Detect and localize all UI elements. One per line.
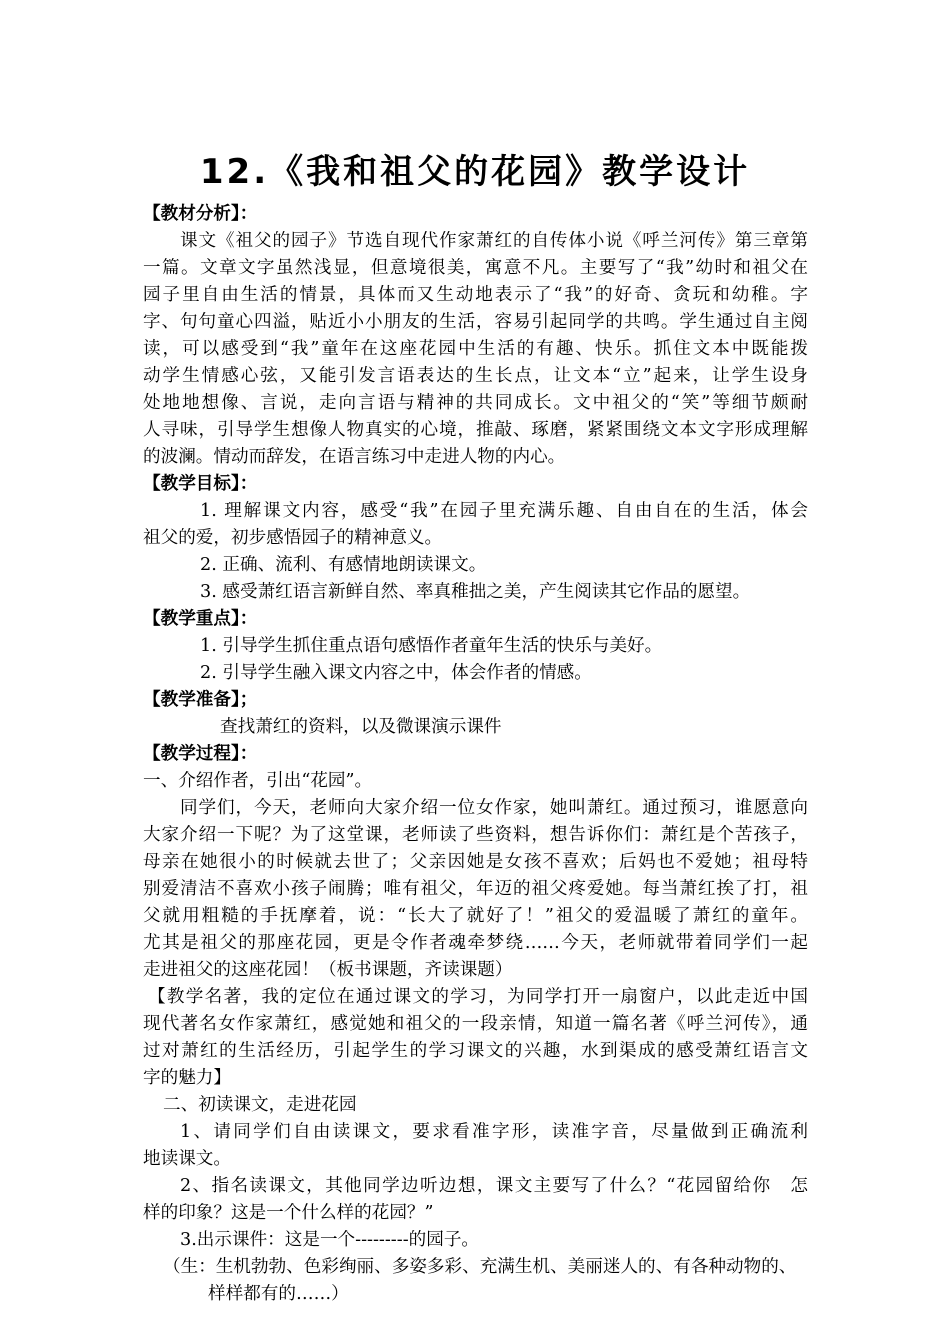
- step-line: 地读课文。: [143, 1149, 231, 1169]
- heading-key-points: 【教学重点】：: [143, 608, 258, 629]
- page-title: 12.《我和祖父的花园》教学设计: [199, 152, 751, 192]
- paragraph-line: 大家介绍一下呢？为了这堂课，老师读了些资料，想告诉你们：萧红是个苦孩子，: [143, 825, 808, 845]
- goal-item: 2. 正确、流利、有感情地朗读课文。: [200, 555, 487, 575]
- paragraph-line: 人寻味，引导学生想像人物真实的心境，推敲、琢磨，紧紧围绕文本文字形成理解: [143, 420, 808, 440]
- paragraph-line: 走进祖父的这座花园！（板书课题，齐读课题）: [143, 960, 513, 980]
- paragraph-line: 园子里自由生活的情景，具体而又生动地表示了“我”的好奇、贪玩和幼稚。字: [143, 285, 808, 305]
- step-line: 2、指名读课文，其他同学边听边想，课文主要写了什么？“花园留给你 怎: [180, 1176, 808, 1196]
- key-point-item: 2. 引导学生融入课文内容之中，体会作者的情感。: [200, 663, 592, 683]
- section-heading: 一、介绍作者，引出“花园”。: [143, 771, 373, 791]
- note-line: 现代著名女作家萧红，感觉她和祖父的一段亲情，知道一篇名著《呼兰河传》，通: [143, 1014, 808, 1034]
- goal-item-continued: 祖父的爱，初步感悟园子的精神意义。: [143, 528, 443, 548]
- paragraph-line: 课文《祖父的园子》节选自现代作家萧红的自传体小说《呼兰河传》第三章第: [180, 231, 808, 251]
- heading-teaching-goals: 【教学目标】：: [143, 473, 258, 494]
- paragraph-line: 字、句句童心四溢，贴近小小朋友的生活，容易引起同学的共鸣。学生通过自主阅: [143, 312, 808, 332]
- paragraph-line: 读，可以感受到“我”童年在这座花园中生活的有趣、快乐。抓住文本中既能拨: [143, 339, 808, 359]
- goal-item: 3. 感受萧红语言新鲜自然、率真稚拙之美，产生阅读其它作品的愿望。: [200, 582, 751, 602]
- paragraph-line: 同学们，今天，老师向大家介绍一位女作家，她叫萧红。通过预习，谁愿意向: [180, 798, 808, 818]
- paragraph-line: 动学生情感心弦，又能引发言语表达的生长点，让文本“立”起来，让学生设身: [143, 366, 808, 386]
- student-answer-line: （生：生机勃勃、色彩绚丽、多姿多彩、充满生机、美丽迷人的、有各种动物的、: [163, 1257, 797, 1277]
- paragraph-line: 别爱清洁不喜欢小孩子闹腾；唯有祖父，年迈的祖父疼爱她。每当萧红挨了打，祖: [143, 879, 808, 899]
- heading-material-analysis: 【教材分析】：: [143, 203, 258, 224]
- paragraph-line: 母亲在她很小的时候就去世了；父亲因她是女孩不喜欢；后妈也不爱她；祖母特: [143, 852, 808, 872]
- step-line: 样的印象？这是一个什么样的花园？”: [143, 1203, 434, 1223]
- step-line: 1、请同学们自由读课文，要求看准字形，读准字音，尽量做到正确流利: [180, 1122, 808, 1142]
- student-answer-line: 样样都有的……）: [208, 1284, 349, 1304]
- goal-item: 1. 理解课文内容，感受“我”在园子里充满乐趣、自由自在的生活，体会: [200, 501, 808, 521]
- heading-teaching-process: 【教学过程】：: [143, 743, 258, 764]
- note-line: 【教学名著，我的定位在通过课文的学习，为同学打开一扇窗户，以此走近中国: [148, 987, 808, 1007]
- paragraph-line: 父就用粗糙的手抚摩着，说：“长大了就好了！”祖父的爱温暖了萧红的童年。: [143, 906, 808, 926]
- key-point-item: 1. 引导学生抓住重点语句感悟作者童年生活的快乐与美好。: [200, 636, 663, 656]
- note-line: 字的魅力】: [143, 1068, 231, 1088]
- preparation-text: 查找萧红的资料，以及微课演示课件: [220, 717, 502, 737]
- step-line: 3.出示课件：这是一个---------的园子。: [180, 1230, 480, 1250]
- heading-preparation: 【教学准备】；: [143, 689, 258, 710]
- note-line: 过对萧红的生活经历，引起学生的学习课文的兴趣，水到渠成的感受萧红语言文: [143, 1041, 808, 1061]
- paragraph-line: 的波澜。情动而辞发，在语言练习中走进人物的内心。: [143, 447, 566, 467]
- section-heading: 二、初读课文，走进花园: [163, 1095, 357, 1115]
- paragraph-line: 一篇。文章文字虽然浅显，但意境很美，寓意不凡。主要写了“我”幼时和祖父在: [143, 258, 808, 278]
- paragraph-line: 处地地想像、言说，走向言语与精神的共同成长。文中祖父的“笑”等细节颇耐: [143, 393, 808, 413]
- paragraph-line: 尤其是祖父的那座花园，更是令作者魂牵梦绕……今天，老师就带着同学们一起: [143, 933, 808, 953]
